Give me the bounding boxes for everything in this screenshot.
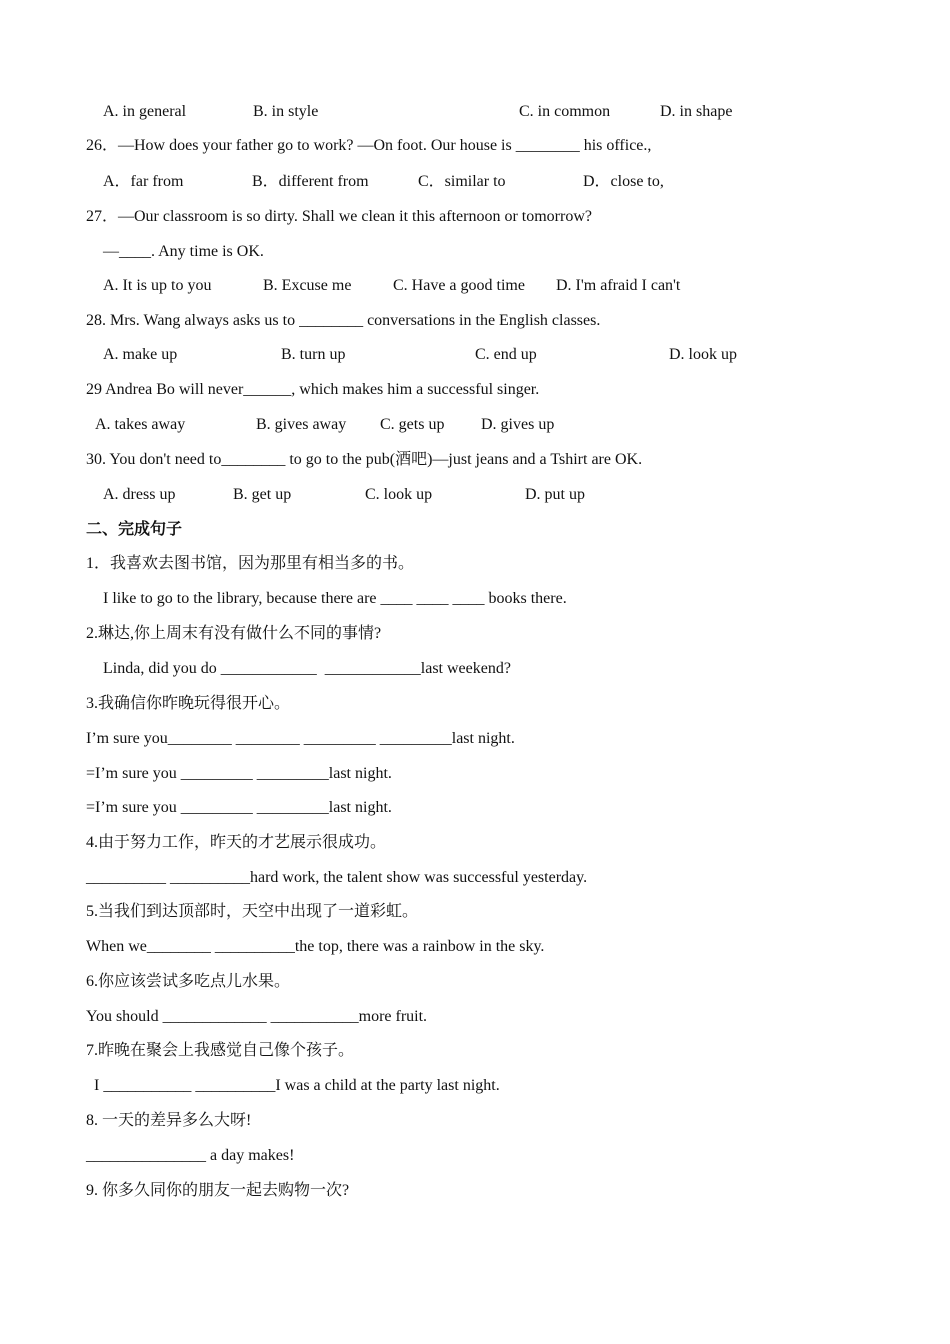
- q29-option-c: C. gets up: [380, 416, 445, 433]
- s2-line: 9. 你多久同你的朋友一起去购物一次?: [86, 1182, 350, 1199]
- s2-line: 7.昨晚在聚会上我感觉自己像个孩子。: [86, 1042, 355, 1059]
- q29-stem: 29 Andrea Bo will never______, which makes him a successful singer.: [86, 381, 540, 398]
- s2-line: 8. 一天的差异多么大呀!: [86, 1112, 252, 1129]
- s2-line: 3.我确信你昨晚玩得很开心。: [86, 695, 291, 712]
- q30-stem: 30. You don't need to________ to go to the pub(酒吧)—just jeans and a Tshirt are OK.: [86, 451, 643, 468]
- s2-line: _______________ a day makes!: [86, 1147, 295, 1164]
- q28-option-a: A. make up: [103, 346, 178, 363]
- q27-option-b: B. Excuse me: [263, 277, 352, 294]
- s2-line: I ___________ __________I was a child at the party last night.: [94, 1077, 500, 1094]
- q27-option-c: C. Have a good time: [393, 277, 525, 294]
- q28-stem: 28. Mrs. Wang always asks us to ________ conversations in the English classes.: [86, 312, 601, 329]
- q26-option-d: D．close to,: [583, 173, 664, 190]
- q27-stem: 27．—Our classroom is so dirty. Shall we clean it this afternoon or tomorrow?: [86, 208, 592, 225]
- s2-line: 1．我喜欢去图书馆，因为那里有相当多的书。: [86, 555, 415, 572]
- s2-line: 4.由于努力工作，昨天的才艺展示很成功。: [86, 834, 387, 851]
- q29-option-d: D. gives up: [481, 416, 555, 433]
- s2-line: 5.当我们到达顶部时，天空中出现了一道彩虹。: [86, 903, 419, 920]
- s2-line: You should _____________ ___________more fruit.: [86, 1008, 428, 1025]
- q26-stem: 26．—How does your father go to work? —On foot. Our house is ________ his office.,: [86, 137, 652, 154]
- q30-option-c: C. look up: [365, 486, 433, 503]
- q28-option-c: C. end up: [475, 346, 537, 363]
- q27-option-a: A. It is up to you: [103, 277, 212, 294]
- s2-line: I like to go to the library, because there are ____ ____ ____ books there.: [103, 590, 567, 607]
- q28-option-d: D. look up: [669, 346, 737, 363]
- s2-line: 6.你应该尝试多吃点儿水果。: [86, 973, 291, 990]
- s2-line: Linda, did you do ____________ ____________last weekend?: [103, 660, 511, 677]
- q25-option-a: A. in general: [103, 103, 187, 120]
- q26-option-a: A．far from: [103, 173, 184, 190]
- q28-option-b: B. turn up: [281, 346, 346, 363]
- s2-line: When we________ __________the top, there was a rainbow in the sky.: [86, 938, 545, 955]
- q30-option-a: A. dress up: [103, 486, 176, 503]
- s2-line: =I’m sure you _________ _________last night.: [86, 765, 392, 782]
- s2-line: 2.琳达,你上周末有没有做什么不同的事情?: [86, 625, 382, 642]
- q25-option-d: D. in shape: [660, 103, 733, 120]
- q25-option-c: C. in common: [519, 103, 611, 120]
- q27-reply: —____. Any time is OK.: [103, 243, 264, 260]
- s2-line: __________ __________hard work, the talent show was successful yesterday.: [86, 869, 588, 886]
- q25-option-b: B. in style: [253, 103, 319, 120]
- q30-option-d: D. put up: [525, 486, 585, 503]
- q26-option-b: B．different from: [252, 173, 369, 190]
- q30-option-b: B. get up: [233, 486, 292, 503]
- s2-line: I’m sure you________ ________ _________ _________last night.: [86, 730, 515, 747]
- s2-line: =I’m sure you _________ _________last night.: [86, 799, 392, 816]
- section-heading: 二、完成句子: [86, 521, 183, 538]
- q29-option-b: B. gives away: [256, 416, 347, 433]
- q27-option-d: D. I'm afraid I can't: [556, 277, 681, 294]
- q29-option-a: A. takes away: [95, 416, 186, 433]
- q26-option-c: C．similar to: [418, 173, 506, 190]
